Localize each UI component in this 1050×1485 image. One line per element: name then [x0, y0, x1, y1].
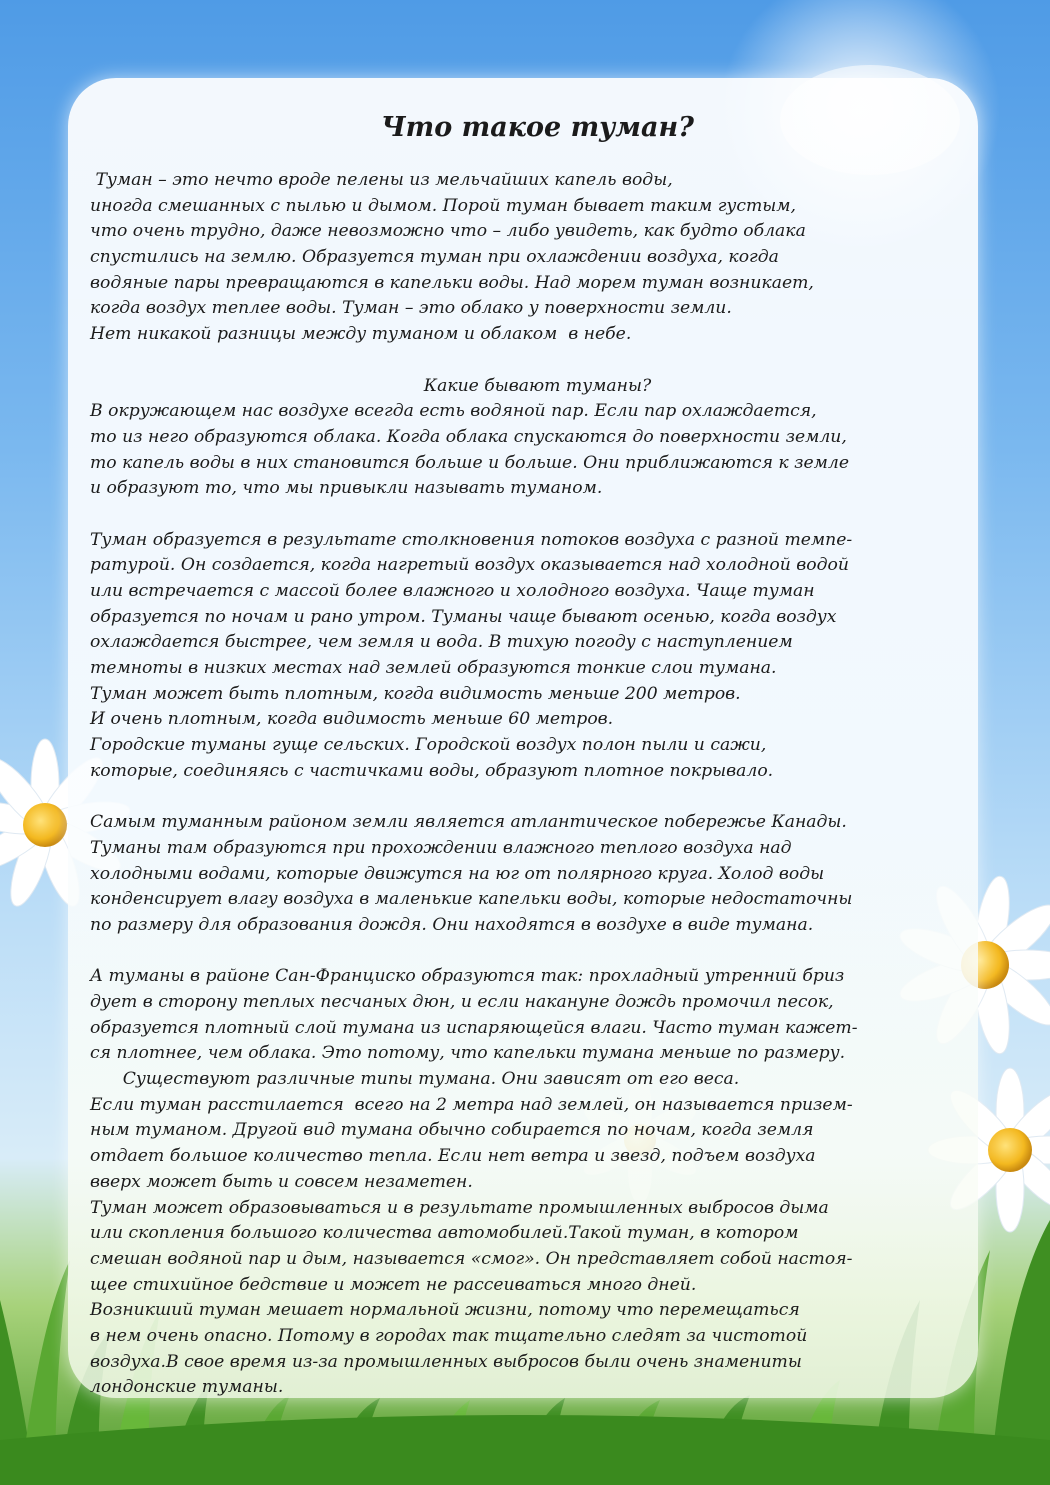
text-line: Туман образуется в результате столкновения потоков воздуха с разной темпе-	[90, 529, 853, 550]
text-line: и образуют то, что мы привыкли называть туманом.	[90, 478, 603, 499]
text-line: или скопления большого количества автомобилей.Такой туман, в котором	[90, 1223, 799, 1244]
text-line: Нет никакой разницы между туманом и облаком в небе.	[90, 324, 632, 345]
text-line: И очень плотным, когда видимость меньше 60 метров.	[90, 709, 614, 730]
text-line: когда воздух теплее воды. Туман – это облако у поверхности земли.	[90, 298, 732, 319]
intro-paragraph	[90, 168, 985, 348]
text-line: то из него образуются облака. Когда облака спускаются до поверхности земли,	[90, 426, 847, 447]
page-title: Что такое туман?	[381, 112, 694, 143]
text-line: А туманы в районе Сан-Франциско образуются так: прохладный утренний бриз	[90, 966, 845, 987]
text-line: Существуют различные типы тумана. Они зависят от его веса.	[90, 1069, 740, 1090]
text-line: ратурой. Он создается, когда нагретый воздух оказывается над холодной водой	[90, 555, 849, 576]
text-line: воздуха.В свое время из-за промышленных выбросов были очень знамениты	[90, 1351, 802, 1372]
article	[90, 112, 985, 1401]
types-paragraph	[90, 374, 985, 502]
formation-paragraph	[90, 528, 985, 785]
text-line: Возникший туман мешает нормальной жизни, потому что перемещаться	[90, 1300, 800, 1321]
san-francisco-paragraph	[90, 964, 985, 1401]
text-line: вверх может быть и совсем незаметен.	[90, 1171, 473, 1192]
text-line: Если туман расстилается всего на 2 метра над землей, он называется призем-	[90, 1094, 853, 1115]
text-line: или встречается с массой более влажного и холодного воздуха. Чаще туман	[90, 581, 815, 601]
text-line: образуется по ночам и рано утром. Туманы чаще бывают осенью, когда воздух	[90, 606, 837, 627]
text-line: Туман может образовываться и в результате промышленных выбросов дыма	[90, 1197, 829, 1218]
text-line: что очень трудно, даже невозможно что – либо увидеть, как будто облака	[90, 221, 806, 242]
text-line: Туманы там образуются при прохождении влажного теплого воздуха над	[90, 837, 792, 858]
section-subheading: Какие бывают туманы?	[423, 375, 652, 396]
text-line: Туман – это нечто вроде пелены из мельчайших капель воды,	[90, 170, 673, 190]
text-line: Городские туманы гуще сельских. Городской воздух полон пыли и сажи,	[90, 735, 767, 756]
text-line: то капель воды в них становится больше и больше. Они приближаются к земле	[90, 452, 850, 473]
text-line: холодными водами, которые движутся на юг от полярного круга. Холод воды	[90, 863, 825, 884]
text-line: ся плотнее, чем облака. Это потому, что капельки тумана меньше по размеру.	[90, 1043, 846, 1064]
text-line: отдает большое количество тепла. Если нет ветра и звезд, подъем воздуха	[90, 1146, 816, 1167]
text-line: Туман может быть плотным, когда видимость меньше 200 метров.	[90, 683, 741, 704]
text-line: охлаждается быстрее, чем земля и вода. В тихую погоду с наступлением	[90, 632, 793, 653]
text-line: спустились на землю. Образуется туман при охлаждении воздуха, когда	[90, 247, 779, 268]
text-line: щее стихийное бедствие и может не рассеиваться много дней.	[90, 1274, 697, 1295]
text-line: Самым туманным районом земли является атлантическое побережье Канады.	[90, 812, 847, 833]
text-line: в нем очень опасно. Потому в городах так тщательно следят за чистотой	[90, 1325, 808, 1346]
text-line: лондонские туманы.	[90, 1377, 284, 1398]
text-line: которые, соединяясь с частичками воды, образуют плотное покрывало.	[90, 760, 774, 781]
text-line: образуется плотный слой тумана из испаряющейся влаги. Часто туман кажет-	[90, 1017, 858, 1038]
text-line: смешан водяной пар и дым, называется «смог». Он представляет собой настоя-	[90, 1248, 853, 1269]
text-line: по размеру для образования дождя. Они находятся в воздухе в виде тумана.	[90, 914, 814, 935]
text-line: ным туманом. Другой вид тумана обычно собирается по ночам, когда земля	[90, 1120, 814, 1141]
text-line: иногда смешанных с пылью и дымом. Порой туман бывает таким густым,	[90, 195, 796, 216]
text-line: темноты в низких местах над землей образуются тонкие слои тумана.	[90, 658, 777, 679]
canada-paragraph	[90, 810, 985, 938]
text-line: водяные пары превращаются в капельки воды. Над морем туман возникает,	[90, 272, 814, 293]
text-line: конденсирует влагу воздуха в маленькие капельки воды, которые недостаточны	[90, 889, 853, 910]
text-line: дует в сторону теплых песчаных дюн, и если накануне дождь промочил песок,	[90, 992, 834, 1012]
text-line: В окружающем нас воздухе всегда есть водяной пар. Если пар охлаждается,	[90, 401, 817, 422]
